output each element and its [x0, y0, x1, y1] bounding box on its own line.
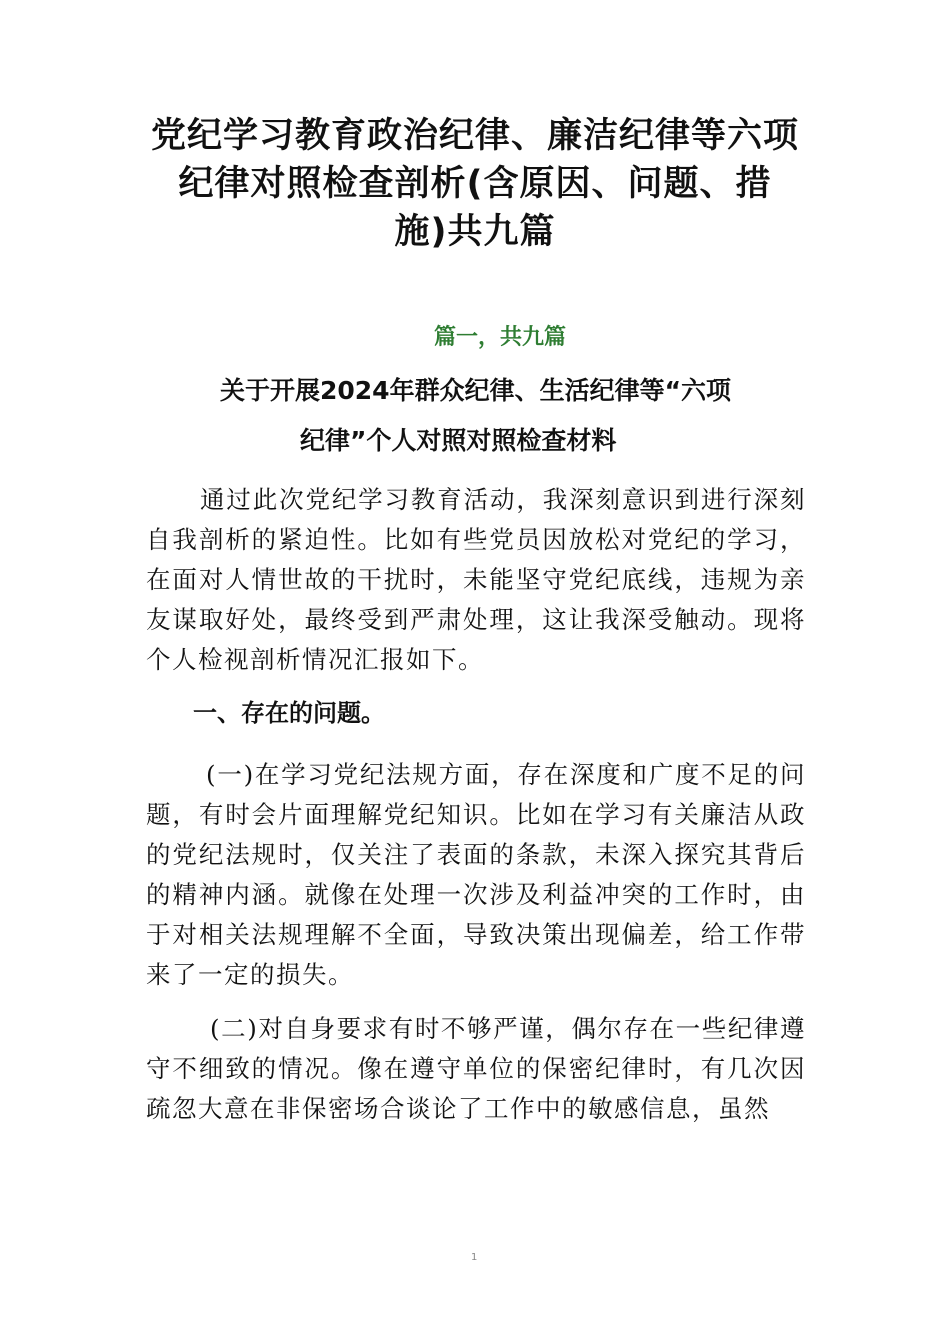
- document-title-line-2: 纪律”个人对照对照检查材料: [300, 426, 617, 455]
- section-heading: 一、存在的问题。: [193, 699, 385, 727]
- page-number: 1: [471, 1252, 478, 1263]
- problem-paragraph-2: (二)对自身要求有时不够严谨，偶尔存在一些纪律遵守不细致的情况。像在遵守单位的保密纪律时，有几次因疏忽大意在非保密场合谈论了工作中的敏感信息，虽然: [146, 1014, 806, 1123]
- main-title: [150, 112, 800, 256]
- problem-paragraph-1: (一)在学习党纪法规方面，存在深度和广度不足的问题，有时会片面理解党纪知识。比如在学习有关廉洁从政的党纪法规时，仅关注了表面的条款，未深入探究其背后的精神内涵。就像在处理一次涉及利益冲突的工作时，由于对相关法规理解不全面，导致决策出现偏差，给工作带来了一定的损失。: [146, 760, 806, 989]
- main-title-line-2: 纪律对照检查剖析(含原因、问题、措: [178, 164, 772, 204]
- main-title-line-1: 党纪学习教育政治纪律、廉洁纪律等六项: [150, 116, 799, 156]
- section-tag: 篇一，共九篇: [433, 325, 566, 350]
- document-title-line-1: 关于开展2024年群众纪律、生活纪律等“六项: [220, 376, 732, 405]
- intro-paragraph: 通过此次党纪学习教育活动，我深刻意识到进行深刻自我剖析的紧迫性。比如有些党员因放松对党纪的学习，在面对人情世故的干扰时，未能坚守党纪底线，违规为亲友谋取好处，最终受到严肃处理，这让我深受触动。现将个人检视剖析情况汇报如下。: [146, 485, 806, 674]
- document-title: [150, 366, 810, 466]
- main-title-line-3: 施)共九篇: [394, 212, 556, 252]
